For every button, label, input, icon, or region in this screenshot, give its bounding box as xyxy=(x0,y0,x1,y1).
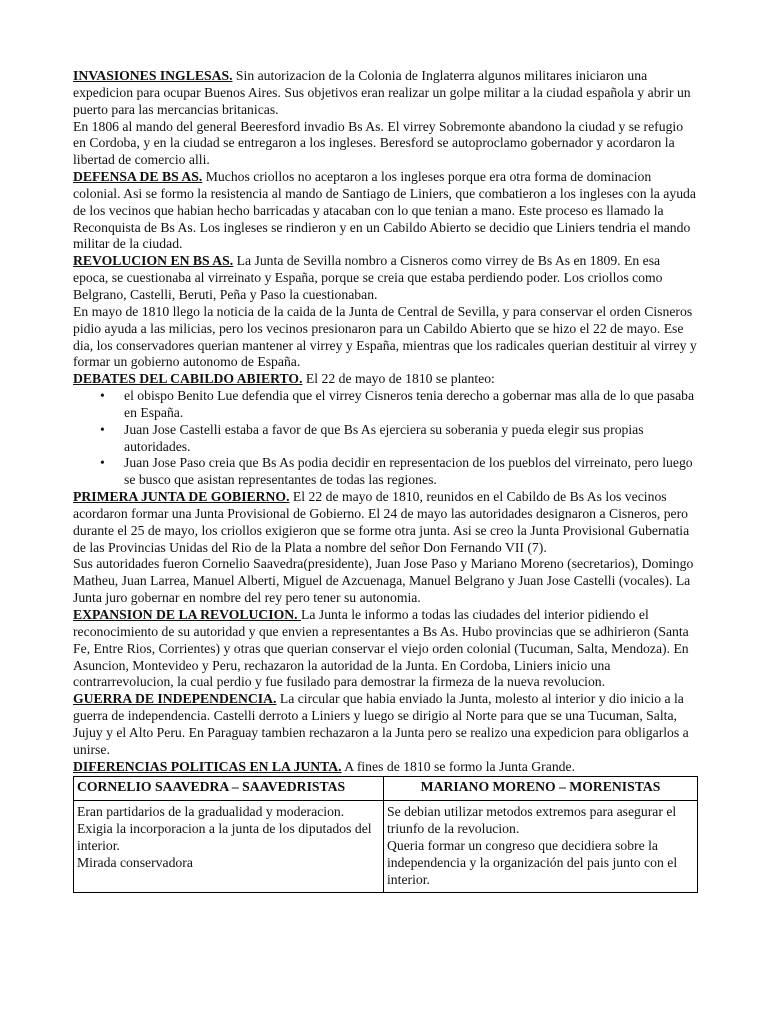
paragraph-revolucion xyxy=(73,253,698,304)
table-header-row xyxy=(74,777,698,801)
cell-line: Exigia la incorporacion a la junta de los diputados del interior. xyxy=(77,821,372,854)
text-invasiones: Sin autorizacion de la Colonia de Inglaterra algunos militares iniciaron una expedicion para ocupar Buenos Aires. Sus objetivos eran realizar un golpe militar a la ciudad española y abrir un puerto para las mercancias britanicas. xyxy=(73,68,691,117)
heading-guerra: GUERRA DE INDEPENDENCIA. xyxy=(73,691,277,707)
table-header-morenistas: MARIANO MORENO – MORENISTAS xyxy=(384,777,698,801)
cell-line: Mirada conservadora xyxy=(77,854,193,870)
text-diferencias: A fines de 1810 se formo la Junta Grande. xyxy=(341,758,576,774)
bullet-icon: • xyxy=(100,421,105,437)
bullet-icon: • xyxy=(100,388,105,404)
list-item xyxy=(73,422,698,456)
cell-line: Eran partidarios de la gradualidad y moderacion. xyxy=(77,804,345,820)
paragraph-revolucion-2: En mayo de 1810 llego la noticia de la caida de la Junta de Central de Sevilla, y para conservar el orden Cisneros pidio ayuda a las milicias, pero los vecinos presionaron para un Cabildo Abierto que se hizo el 22 de mayo. Ese dia, los conservadores querian mantener al virrey y España, mientras que los radicales querian destituir al virrey y formar un gobierno autonomo de España. xyxy=(73,303,697,370)
heading-debates: DEBATES DEL CABILDO ABIERTO. xyxy=(73,371,303,387)
table-header-saavedristas: CORNELIO SAAVEDRA – SAAVEDRISTAS xyxy=(74,777,384,801)
paragraph-primera-junta xyxy=(73,489,698,556)
debates-bullet-list xyxy=(73,388,698,489)
heading-expansion: EXPANSION DE LA REVOLUCION. xyxy=(73,607,302,622)
paragraph-invasiones-2: En 1806 al mando del general Beeresford invadio Bs As. El virrey Sobremonte abandono la ciudad y se refugio en Cordoba, y en la ciudad se entregaron a los ingleses. Beresford se autoproclamo gobernador y acordaron la libertad de comercio alli. xyxy=(73,118,684,168)
document-body xyxy=(73,68,698,893)
text-debates: El 22 de mayo de 1810 se planteo: xyxy=(302,371,495,387)
bullet-text: Juan Jose Castelli estaba a favor de que Bs As ejerciera su soberania y pueda elegir sus propias autoridades. xyxy=(124,421,644,454)
paragraph-primera-junta-2: Sus autoridades fueron Cornelio Saavedra(presidente), Juan Jose Paso y Mariano Moreno (secretarios), Domingo Matheu, Juan Larrea, Manuel Alberti, Miguel de Azcuenaga, Manuel Belgrano y Juan Jose Castelli (vocales). La Junta juro gobernar en nombre del rey pero tener su autonomia. xyxy=(73,556,694,606)
text-guerra: La circular que habia enviado la Junta, molesto al interior y dio inicio a la guerra de independencia. Castelli derroto a Liniers y luego se dirigio al Norte para que se una Tucuman, Salta, Jujuy y el Alto Peru. En Paraguay tambien rechazaron a la Junta pero se realizo una expedicion para obligarlos a unirse. xyxy=(73,691,689,757)
paragraph-defensa xyxy=(73,169,698,253)
bullet-icon: • xyxy=(100,455,105,471)
bullet-text: el obispo Benito Lue defendia que el virrey Cisneros tenia derecho a gobernar mas alla de lo que pasaba en España. xyxy=(124,388,695,420)
text-expansion: La Junta le informo a todas las ciudades del interior pidiendo el reconocimiento de su autoridad y que envien a representantes a Bs As. Hubo provincias que se adhirieron (Santa Fe, Entre Rios, Corrientes) y otras que querian conservar el viejo orden colonial (Tucuman, Salta, Mendoza). En Asuncion, Montevideo y Peru, rechazaron la autoridad de la Junta. En Cordoba, Liniers inicio una contrarrevolucion, la cual perdio y fue fusilado para demostrar la firmeza de la nueva revolucion. xyxy=(73,607,689,690)
paragraph-invasiones xyxy=(73,68,698,119)
list-item xyxy=(73,388,698,422)
table-cell-morenistas xyxy=(384,801,698,893)
paragraph-diferencias xyxy=(73,759,698,776)
text-primera-junta: El 22 de mayo de 1810, reunidos en el Cabildo de Bs As los vecinos acordaron formar una Junta Provisional de Gobierno. El 24 de mayo las autoridades designaron a Cisneros, pero durante el 25 de mayo, los criollos exigieron que se forme otra junta. Asi se creo la Junta Provisional Gubernatia de las Provincias Unidas del Rio de la Plata a nombre del señor Don Fernando VII (7). xyxy=(73,489,690,555)
paragraph-debates xyxy=(73,371,698,388)
text-defensa: Muchos criollos no aceptaron a los ingleses porque era otra forma de dominacion colonial. Asi se formo la resistencia al mando de Santiago de Liniers, que combatieron a los ingleses con la ayuda de los vecinos que habian hecho barricadas y atacaban con lo que tenian a mano. Este proceso es llamado la Reconquista de Bs As. Los ingleses se rindieron y en un Cabildo Abierto se decidio que Liniers tendria el mando militar de la ciudad. xyxy=(73,169,696,252)
paragraph-expansion xyxy=(73,607,698,691)
heading-revolucion: REVOLUCION EN BS AS. xyxy=(73,253,234,269)
heading-primera-junta: PRIMERA JUNTA DE GOBIERNO. xyxy=(73,489,290,505)
cell-line: Se debian utilizar metodos extremos para asegurar el triunfo de la revolucion. xyxy=(387,804,677,837)
list-item xyxy=(73,455,698,489)
comparison-table xyxy=(73,776,698,893)
heading-diferencias: DIFERENCIAS POLITICAS EN LA JUNTA. xyxy=(73,758,342,774)
table-row xyxy=(74,801,698,893)
text-revolucion: La Junta de Sevilla nombro a Cisneros como virrey de Bs As en 1809. En esa epoca, se cuestionaba al virreinato y España, porque se creia que estaba perdiendo poder. Los criollos como Belgrano, Castelli, Beruti, Peña y Paso la cuestionaban. xyxy=(73,253,663,302)
heading-invasiones: INVASIONES INGLESAS. xyxy=(73,68,233,83)
heading-defensa: DEFENSA DE BS AS. xyxy=(73,169,203,185)
cell-line: Queria formar un congreso que decidiera sobre la independencia y la organización del pais junto con el interior. xyxy=(387,838,678,887)
paragraph-guerra xyxy=(73,691,698,758)
bullet-text: Juan Jose Paso creia que Bs As podia decidir en representacion de los pueblos del virreinato, pero luego se busco que asistan representantes de todas las regiones. xyxy=(124,455,693,488)
table-cell-saavedristas xyxy=(74,801,384,893)
